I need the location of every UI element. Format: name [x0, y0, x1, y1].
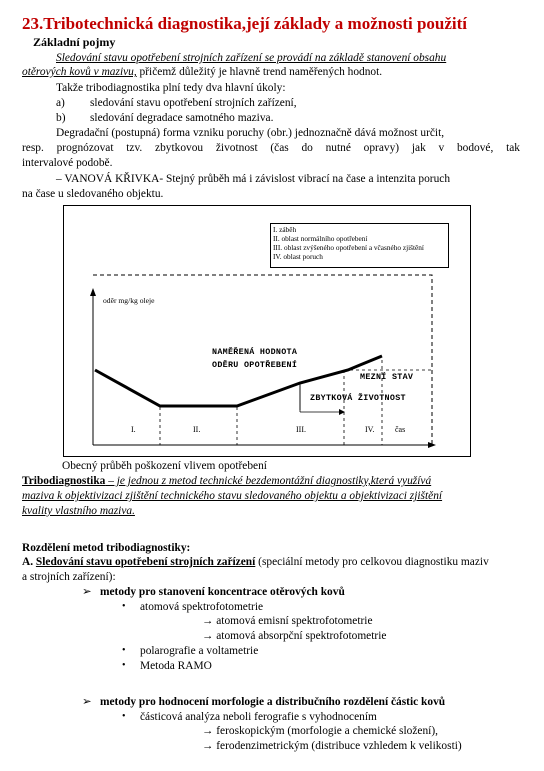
group2-title: metody pro hodnocení morfologie a distribučního rozdělení částic kovů	[100, 696, 446, 708]
task-a-mark: a)	[56, 97, 65, 109]
legend-item-1: I. záběh	[273, 225, 297, 234]
bullet-icon: •	[122, 645, 126, 656]
bullet-icon: •	[122, 660, 126, 671]
bullet-icon: •	[122, 711, 126, 722]
definition-line-1	[22, 475, 431, 488]
methods-a-line-1	[22, 556, 489, 569]
group2-sub-1: → feroskopickým (morfologie a chemické složení),	[202, 725, 438, 737]
section-heading: Základní pojmy	[33, 35, 116, 49]
region-label-2: II.	[193, 425, 201, 434]
figure-legend	[270, 223, 449, 268]
x-axis-label: čas	[395, 425, 406, 434]
intro-line-2-italic: otěrových kovů v mazivu,	[22, 66, 137, 78]
definition-term: Tribodiagnostika	[22, 475, 106, 487]
group2-sub-2: → ferodenzimetrickým (distribuce vzhledem k velikosti)	[202, 740, 462, 752]
degradation-line-1: Degradační (postupná) forma vzniku poruchy (obr.) jednoznačně dává možnost určit,	[56, 127, 445, 139]
bullet-icon: •	[122, 601, 126, 612]
tasks-intro: Takže tribodiagnostika plní tedy dva hlavní úkoly:	[56, 82, 286, 94]
figure-caption: Obecný průběh poškození vlivem opotřebení	[62, 460, 267, 472]
group1-sub-1: → atomová emisní spektrofotometrie	[202, 615, 373, 627]
region-label-4: IV.	[365, 425, 375, 434]
methods-a-desc: (speciální metody pro celkovou diagnostiku maziv	[255, 556, 489, 568]
legend-item-3: III. oblast zvýšeného opotřebení a včasného zjištění	[273, 243, 424, 252]
definition-text: – je jednou z metod technické bezdemontážní diagnostiky,která využívá	[105, 475, 432, 487]
degradation-line-3: intervalové podobě.	[22, 157, 113, 169]
task-b-mark: b)	[56, 112, 66, 124]
intro-line-1: Sledování stavu opotřebení strojních zařízení se provádí na základě stanovení obsahu	[56, 52, 447, 64]
group1-item-1: atomová spektrofotometrie	[140, 601, 264, 613]
measured-label-2: ODĚRU OPOTŘEBENÍ	[212, 360, 298, 370]
region-label-1: I.	[131, 425, 136, 434]
intro-line-2-rest: přičemž důležitý je hlavně trend naměřených hodnot.	[136, 66, 383, 78]
task-b: sledování degradace samotného maziva.	[90, 112, 274, 124]
methods-heading: Rozdělení metod tribodiagnostiky:	[22, 542, 191, 554]
methods-a-title: Sledování stavu opotřebení strojních zařízení	[35, 556, 256, 568]
definition-line-2: maziva k objektivizaci zjištění technického stavu sledovaného objektu a objektivizaci zjištění	[22, 490, 443, 502]
page-title: 23.Tribotechnická diagnostika,její základy a možnosti použití	[22, 14, 468, 33]
task-a: sledování stavu opotřebení strojních zařízení,	[90, 97, 297, 109]
group1-item-2: polarografie a voltametrie	[140, 645, 259, 657]
degradation-line-2: resp. prognózovat tzv. zbytkovou životnost (čas do nutné opravy) jak v bodové, tak	[22, 142, 520, 154]
legend-item-2: II. oblast normálního opotřebení	[273, 234, 368, 243]
group1-sub-2: → atomová absorpční spektrofotometrie	[202, 630, 387, 642]
group1-item-3: Metoda RAMO	[140, 660, 212, 672]
y-axis-label: oděr mg/kg oleje	[103, 296, 155, 305]
definition-line-3: kvality vlastního maziva.	[22, 505, 135, 517]
intro-line-2	[22, 66, 382, 79]
residual-life-label: ZBYTKOVÁ ŽIVOTNOST	[310, 393, 406, 403]
bathtub-line-2: na čase u sledovaného objektu.	[22, 188, 164, 200]
legend-item-4: IV. oblast poruch	[273, 252, 323, 261]
methods-a-prefix: A.	[22, 556, 36, 568]
bathtub-line-1: – VANOVÁ KŘIVKA- Stejný průběh má i závislost vibrací na čase a intenzita poruch	[56, 173, 451, 185]
limit-state-label: MEZNÍ STAV	[360, 372, 414, 382]
group1-title: metody pro stanovení koncentrace otěrových kovů	[100, 586, 345, 598]
methods-a-line-2: a strojních zařízení):	[22, 571, 116, 583]
group2-item-1: částicová analýza neboli ferografie s vyhodnocením	[140, 711, 377, 723]
group2-arrow-icon: ➢	[82, 696, 92, 708]
measured-label-1: NAMĚŘENÁ HODNOTA	[212, 347, 298, 357]
region-label-3: III.	[296, 425, 306, 434]
group1-arrow-icon: ➢	[82, 586, 92, 598]
